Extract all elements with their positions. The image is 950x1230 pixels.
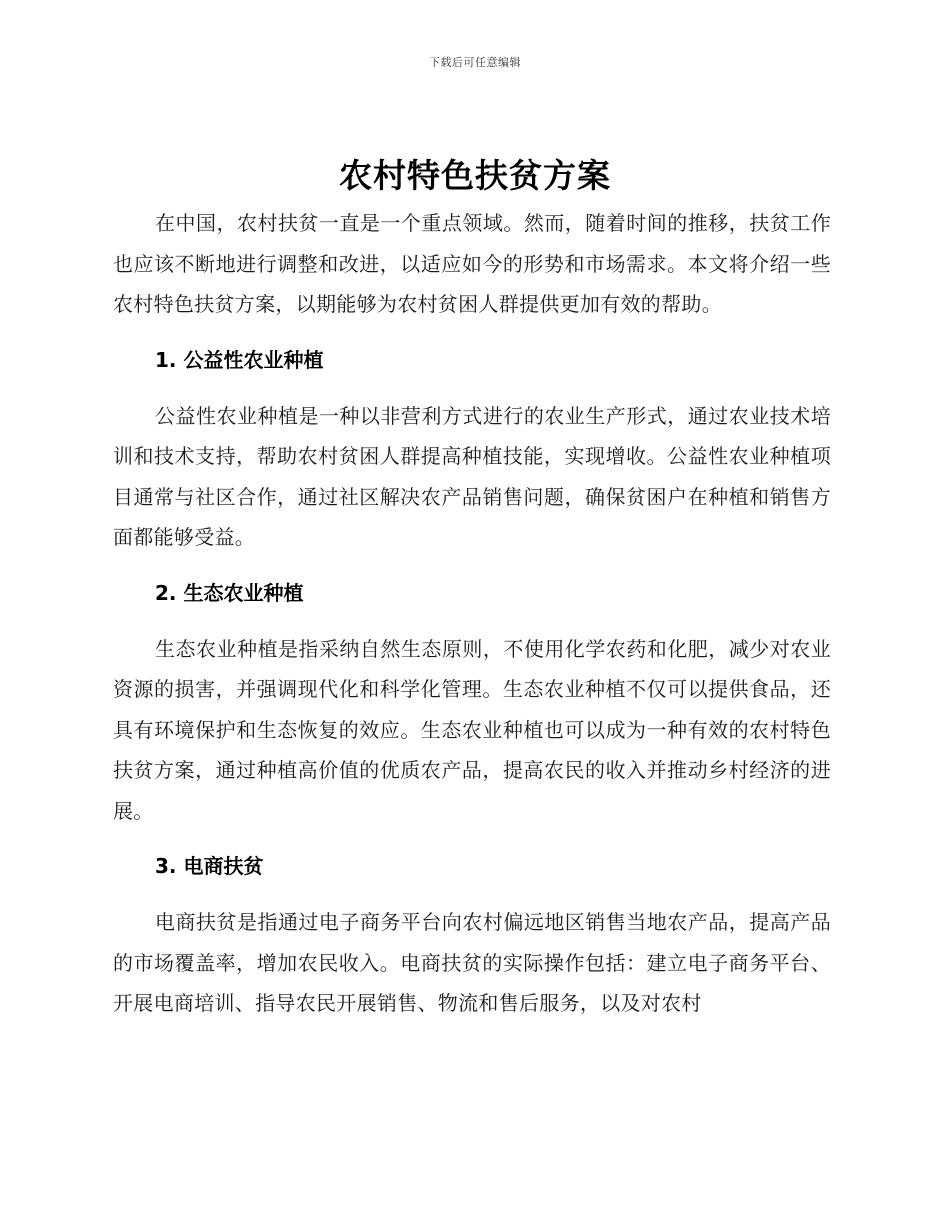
- section-heading-2: 2. 生态农业种植: [155, 580, 304, 605]
- spacer: [113, 558, 831, 573]
- spacer: [113, 831, 831, 846]
- spacer: [113, 325, 831, 340]
- section-heading-3: 3. 电商扶贫: [155, 854, 264, 878]
- document-title: 农村特色扶贫方案: [339, 156, 611, 195]
- intro-paragraph: 在中国，农村扶贫一直是一个重点领域。然而，随着时间的推移，扶贫工作也应该不断地进行调整和改进，以适应如今的形势和市场需求。本文将介绍一些农村特色扶贫方案，以期能够为农村贫困人群提供更加有效的帮助。: [113, 211, 831, 316]
- document-body: [113, 203, 831, 1024]
- section-body-3: 电商扶贫是指通过电子商务平台向农村偏远地区销售当地农产品，提高产品的市场覆盖率，增加农民收入。电商扶贫的实际操作包括：建立电子商务平台、开展电商培训、指导农民开展销售、物流和售后服务，以及对农村: [113, 910, 831, 1015]
- header-note: 下载后可任意编辑: [429, 56, 521, 69]
- spacer: [113, 613, 831, 629]
- section-body-2: 生态农业种植是指采纳自然生态原则，不使用化学农药和化肥，减少对农业资源的损害，并强调现代化和科学化管理。生态农业种植不仅可以提供食品，还具有环境保护和生态恢复的效应。生态农业种植也可以成为一种有效的农村特色扶贫方案，通过种植高价值的优质农产品，提高农民的收入并推动乡村经济的进展。: [113, 636, 831, 823]
- spacer: [113, 380, 831, 396]
- spacer: [113, 886, 831, 902]
- section-heading-1: 1. 公益性农业种植: [155, 347, 324, 372]
- section-body-1: 公益性农业种植是一种以非营利方式进行的农业生产形式，通过农业技术培训和技术支持，帮助农村贫困人群提高种植技能，实现增收。公益性农业种植项目通常与社区合作，通过社区解决农产品销售问题，确保贫困户在种植和销售方面都能够受益。: [113, 403, 831, 549]
